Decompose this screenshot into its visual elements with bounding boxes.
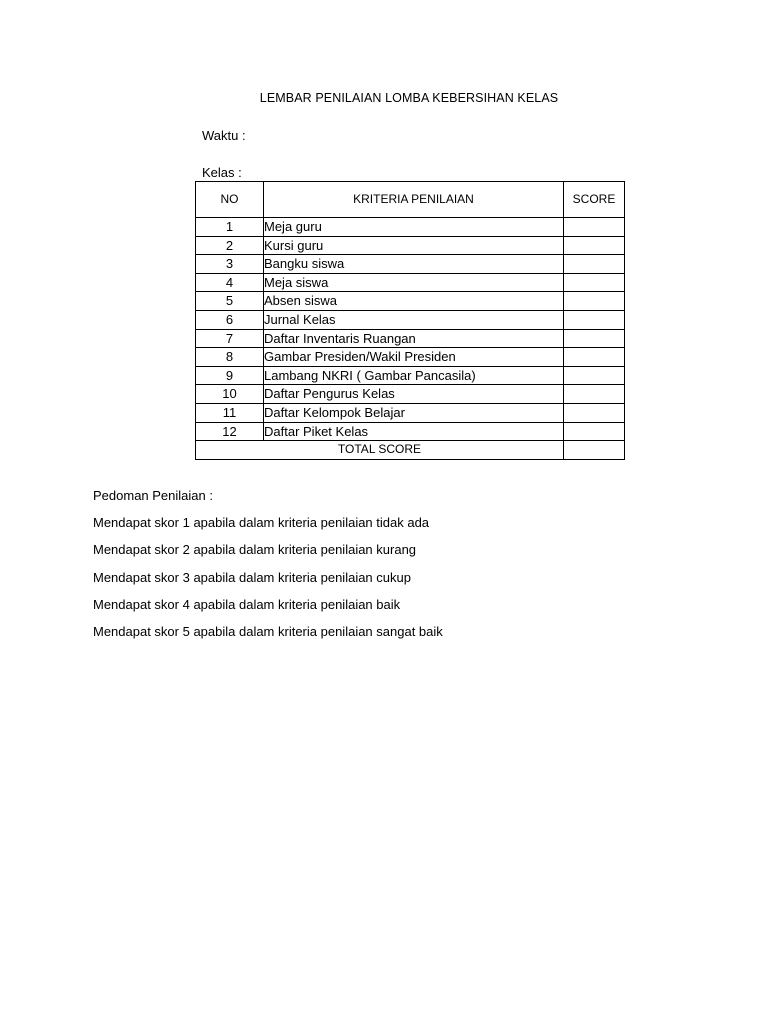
row-score bbox=[564, 329, 625, 348]
guideline-item: Mendapat skor 3 apabila dalam kriteria penilaian cukup bbox=[93, 570, 411, 585]
row-score bbox=[564, 255, 625, 274]
row-number: 9 bbox=[196, 366, 264, 385]
row-criteria: Daftar Piket Kelas bbox=[264, 422, 564, 441]
total-score-label: TOTAL SCORE bbox=[196, 441, 564, 460]
row-criteria: Bangku siswa bbox=[264, 255, 564, 274]
row-score bbox=[564, 236, 625, 255]
table-header-row bbox=[196, 182, 625, 218]
row-criteria: Meja guru bbox=[264, 218, 564, 237]
row-score bbox=[564, 403, 625, 422]
row-score bbox=[564, 366, 625, 385]
guideline-item: Mendapat skor 5 apabila dalam kriteria penilaian sangat baik bbox=[93, 624, 443, 639]
row-score bbox=[564, 218, 625, 237]
row-number: 12 bbox=[196, 422, 264, 441]
guidelines-title: Pedoman Penilaian : bbox=[93, 488, 213, 503]
row-score bbox=[564, 348, 625, 367]
row-number: 8 bbox=[196, 348, 264, 367]
row-criteria: Absen siswa bbox=[264, 292, 564, 311]
table-row bbox=[196, 292, 625, 311]
row-number: 10 bbox=[196, 385, 264, 404]
table-row bbox=[196, 385, 625, 404]
row-criteria: Daftar Kelompok Belajar bbox=[264, 403, 564, 422]
row-score bbox=[564, 292, 625, 311]
row-criteria: Daftar Inventaris Ruangan bbox=[264, 329, 564, 348]
row-number: 1 bbox=[196, 218, 264, 237]
table-row bbox=[196, 329, 625, 348]
table-row bbox=[196, 310, 625, 329]
header-no: NO bbox=[196, 182, 264, 218]
assessment-table bbox=[195, 181, 625, 460]
total-score-value bbox=[564, 441, 625, 460]
guideline-item: Mendapat skor 2 apabila dalam kriteria penilaian kurang bbox=[93, 542, 417, 557]
row-criteria: Lambang NKRI ( Gambar Pancasila) bbox=[264, 366, 564, 385]
table-row bbox=[196, 273, 625, 292]
row-number: 2 bbox=[196, 236, 264, 255]
row-score bbox=[564, 385, 625, 404]
table-row bbox=[196, 366, 625, 385]
row-criteria: Daftar Pengurus Kelas bbox=[264, 385, 564, 404]
table-row bbox=[196, 218, 625, 237]
row-number: 5 bbox=[196, 292, 264, 311]
row-criteria: Jurnal Kelas bbox=[264, 310, 564, 329]
total-row bbox=[196, 441, 625, 460]
header-criteria: KRITERIA PENILAIAN bbox=[264, 182, 564, 218]
row-number: 4 bbox=[196, 273, 264, 292]
document-title: LEMBAR PENILAIAN LOMBA KEBERSIHAN KELAS bbox=[259, 91, 559, 105]
table-row bbox=[196, 255, 625, 274]
row-number: 7 bbox=[196, 329, 264, 348]
row-criteria: Meja siswa bbox=[264, 273, 564, 292]
table-row bbox=[196, 422, 625, 441]
row-score bbox=[564, 310, 625, 329]
row-criteria: Gambar Presiden/Wakil Presiden bbox=[264, 348, 564, 367]
row-score bbox=[564, 422, 625, 441]
table-row bbox=[196, 236, 625, 255]
kelas-label: Kelas : bbox=[202, 165, 242, 180]
waktu-label: Waktu : bbox=[202, 128, 246, 143]
table-row bbox=[196, 403, 625, 422]
row-score bbox=[564, 273, 625, 292]
row-number: 11 bbox=[196, 403, 264, 422]
guideline-item: Mendapat skor 4 apabila dalam kriteria penilaian baik bbox=[93, 597, 401, 612]
header-score: SCORE bbox=[564, 182, 625, 218]
table-row bbox=[196, 348, 625, 367]
row-number: 6 bbox=[196, 310, 264, 329]
row-number: 3 bbox=[196, 255, 264, 274]
guideline-item: Mendapat skor 1 apabila dalam kriteria penilaian tidak ada bbox=[93, 515, 430, 530]
row-criteria: Kursi guru bbox=[264, 236, 564, 255]
